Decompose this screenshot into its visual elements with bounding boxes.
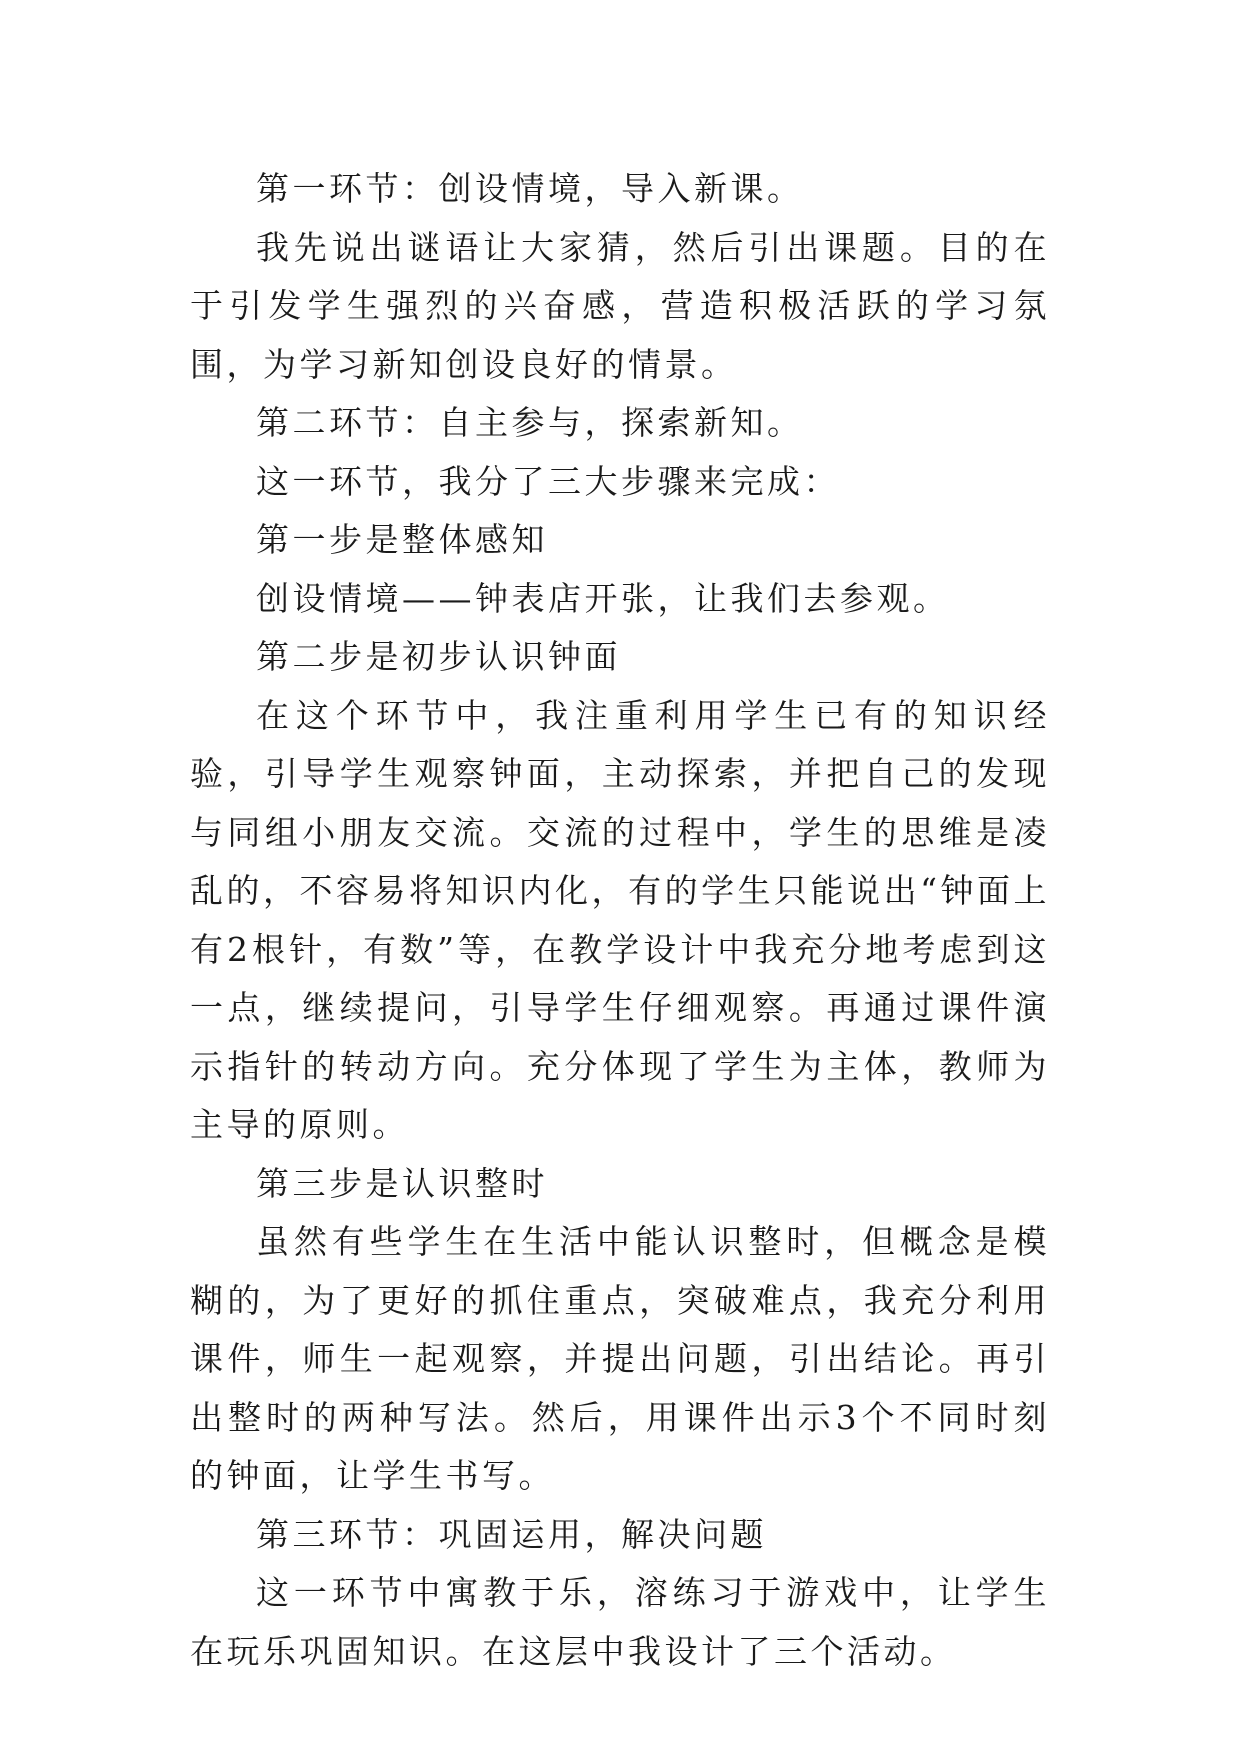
- section-heading-1: 第一环节：创设情境，导入新课。: [256, 169, 804, 208]
- paragraph: 这一环节，我分了三大步骤来完成：: [256, 461, 840, 501]
- paragraph: 创设情境——钟表店开张，让我们去参观。: [256, 578, 950, 618]
- step-heading-2: 第二步是初步认识钟面: [256, 637, 621, 676]
- paragraph: 虽然有些学生在生活中能认识整时，但概念是模糊的，为了更好的抓住重点，突破难点，我充分利用课件，师生一起观察，并提出问题，引出结论。再引出整时的两种写法。然后，用课件出示3个不同时刻的钟面，让学生书写。: [190, 1222, 1050, 1495]
- section-heading-2: 第二环节：自主参与，探索新知。: [256, 403, 804, 442]
- paragraph: 这一环节中寓教于乐，溶练习于游戏中，让学生在玩乐巩固知识。在这层中我设计了三个活动。: [190, 1573, 1050, 1671]
- document-body: [190, 160, 1050, 1681]
- paragraph: 在这个环节中，我注重利用学生已有的知识经验，引导学生观察钟面，主动探索，并把自己的发现与同组小朋友交流。交流的过程中，学生的思维是凌乱的，不容易将知识内化，有的学生只能说出“钟面上有2根针，有数”等，在教学设计中我充分地考虑到这一点，继续提问，引导学生仔细观察。再通过课件演示指针的转动方向。充分体现了学生为主体，教师为主导的原则。: [190, 695, 1050, 1144]
- step-heading-3: 第三步是认识整时: [256, 1163, 548, 1203]
- step-heading-1: 第一步是整体感知: [256, 520, 548, 559]
- section-heading-3: 第三环节：巩固运用，解决问题: [256, 1514, 767, 1554]
- paragraph: 我先说出谜语让大家猜，然后引出课题。目的在于引发学生强烈的兴奋感，营造积极活跃的学习氛围，为学习新知创设良好的情景。: [190, 227, 1050, 384]
